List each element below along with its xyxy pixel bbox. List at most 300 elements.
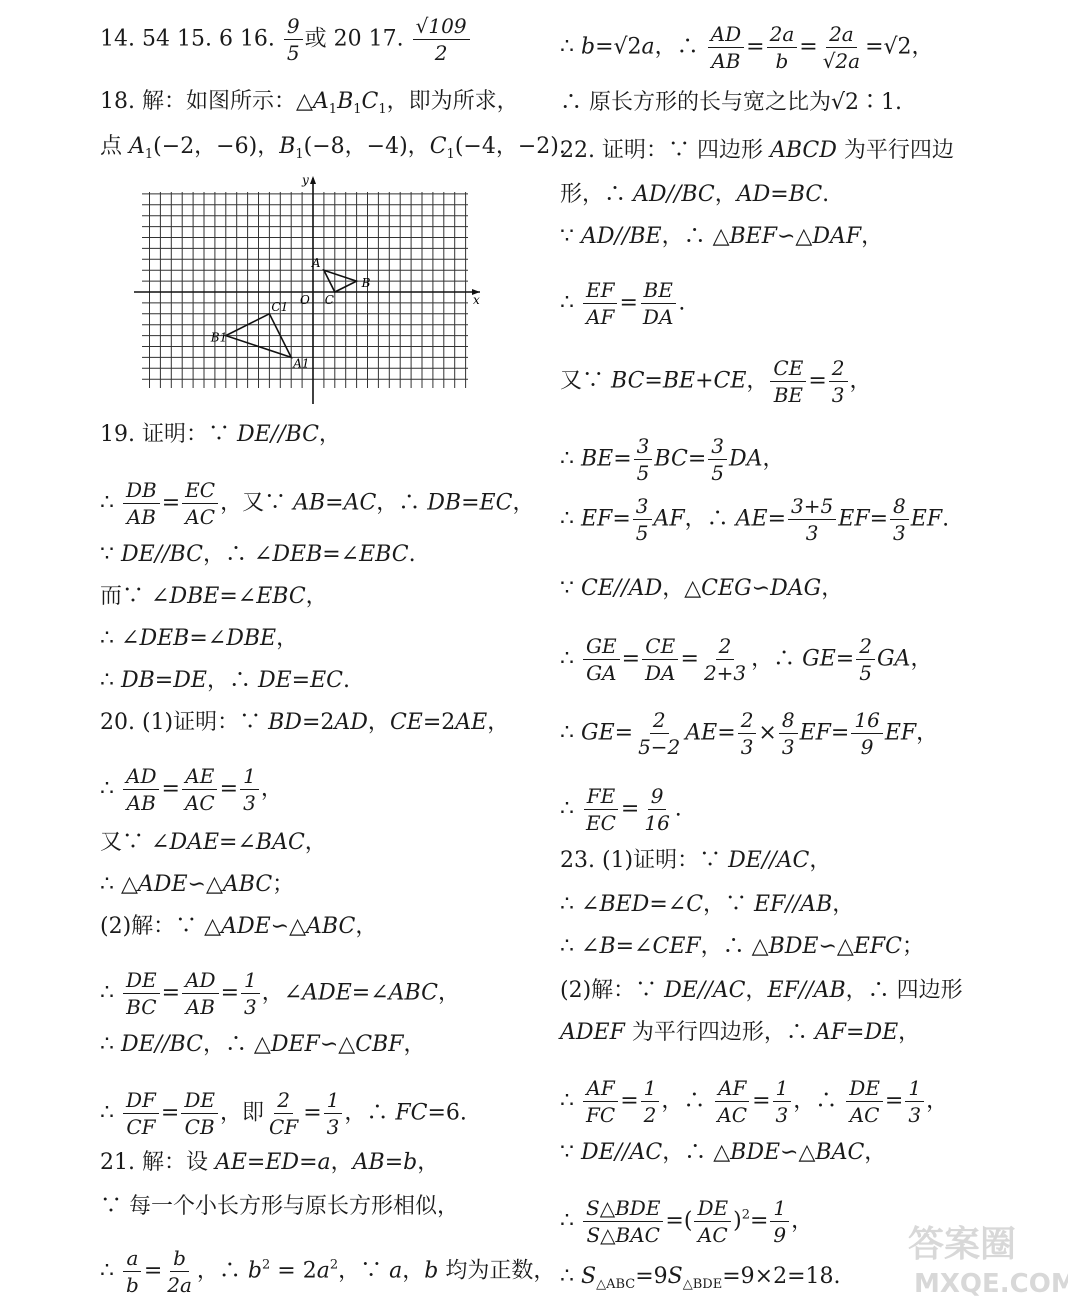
fraction-denominator: 2 [434, 41, 448, 65]
math-symbol: DAF [812, 224, 862, 249]
fraction-denominator: 5 [635, 521, 649, 545]
text-run: ， [305, 584, 328, 609]
math-symbol: EF [838, 506, 870, 532]
math-symbol: ADE [302, 980, 352, 1006]
math-symbol: EF [581, 506, 613, 532]
text-run: ，∴ [196, 1258, 248, 1284]
text-run: =∠ [219, 830, 256, 855]
text-run: ， [926, 1088, 949, 1114]
math-symbol: DB=DE [121, 668, 207, 693]
text-run: ， [260, 776, 283, 802]
text-run: = [717, 720, 736, 746]
text-run: = [143, 1258, 163, 1284]
math-symbol: S [581, 1264, 597, 1289]
math-symbol: FC [395, 1100, 428, 1126]
text-line-r13 [560, 784, 682, 835]
text-run: 为平行四边形，∴ [624, 1020, 815, 1045]
text-run: ， [330, 1150, 353, 1175]
text-run: =∠ [219, 584, 257, 609]
math-symbol: ABC [388, 980, 438, 1006]
math-symbol: BC [654, 446, 688, 472]
math-symbol: AE [735, 506, 768, 532]
text-run: ∴ [100, 776, 121, 802]
fraction [583, 1196, 663, 1247]
text-line-l17 [100, 1088, 467, 1139]
text-line-r17 [560, 976, 963, 1006]
text-run: ， [864, 1140, 887, 1165]
fraction-numerator: b [170, 1246, 189, 1272]
text-run: ，∵ [338, 1258, 390, 1284]
fraction [788, 494, 836, 545]
math-symbol: BEF [729, 224, 777, 249]
text-run: 或 20 17. [304, 26, 411, 52]
text-run: ∽△ [319, 1032, 356, 1057]
text-run: = [620, 1088, 639, 1114]
fraction-denominator: 16 [644, 811, 670, 835]
text-line-r1 [560, 22, 934, 73]
math-symbol: DE//AC [728, 848, 810, 873]
math-symbol: DE//BC [121, 542, 203, 567]
math-symbol: CEG [701, 576, 752, 601]
text-run: ， [403, 1032, 426, 1057]
math-symbol: EBC [359, 542, 409, 567]
text-run: ，∴ [751, 646, 803, 672]
math-symbol: b [247, 1258, 262, 1284]
math-symbol: CE//AD [581, 576, 663, 601]
fraction [182, 478, 218, 529]
vertex-label-B1: B1 [210, 330, 228, 345]
math-symbol: C [429, 134, 447, 159]
fraction [820, 22, 863, 73]
math-symbol: AD [334, 710, 368, 735]
fraction-denominator: 2+3 [703, 661, 747, 685]
math-symbol: ADE [221, 914, 271, 939]
text-run: = [161, 776, 180, 802]
text-run: 20. (1)证明：∵ [100, 710, 269, 735]
text-line-l2 [100, 87, 519, 125]
text-run: ，∴ △ [662, 1140, 731, 1165]
fraction-denominator: AB [126, 791, 156, 815]
text-run: =∠ [351, 980, 389, 1006]
math-symbol: CE [389, 710, 423, 735]
text-run: = [219, 776, 239, 802]
fraction-numerator: 1 [240, 764, 259, 790]
math-symbol: AE=ED=a [214, 1150, 331, 1175]
text-run: = [160, 1100, 180, 1126]
text-line-l19 [100, 1192, 459, 1222]
fraction [701, 634, 749, 685]
subscript: 1 [295, 147, 304, 162]
fraction [324, 1088, 343, 1139]
math-symbol: a [316, 1258, 330, 1284]
text-run: = [767, 506, 787, 532]
math-symbol: AD=BC [736, 182, 823, 207]
text-run: 21. 解：设 [100, 1150, 215, 1175]
superscript: 2 [262, 1257, 271, 1273]
text-run: ， [916, 720, 939, 746]
text-run: ， [746, 368, 769, 394]
text-run: =9 [635, 1264, 668, 1289]
text-run: × [758, 720, 777, 746]
math-symbol: BC=BE+CE [611, 368, 747, 394]
fraction-numerator: DE [694, 1196, 731, 1222]
fraction-denominator: CB [184, 1115, 215, 1139]
math-symbol: DBE [226, 626, 277, 651]
text-line-l7 [100, 582, 328, 612]
fraction [266, 1088, 301, 1139]
fraction [829, 356, 848, 407]
text-run: . [342, 668, 350, 693]
fraction [770, 1196, 789, 1247]
fraction-numerator: 2 [274, 1088, 293, 1114]
text-run: ∽△ [187, 872, 223, 897]
text-line-r18 [560, 1018, 920, 1048]
text-run: 14. 54 15. 6 16. [100, 26, 282, 52]
math-symbol: EF [799, 720, 831, 746]
text-run: ∴ [560, 1264, 581, 1289]
text-run: ∴ [560, 646, 581, 672]
fraction-numerator: 1 [324, 1088, 343, 1114]
text-run: . [942, 506, 950, 532]
text-run: ， [791, 1208, 814, 1234]
fraction-numerator: S△BDE [583, 1196, 663, 1222]
text-run: ∴ [100, 668, 121, 693]
fraction-denominator: 3 [781, 735, 795, 759]
subscript: △ABC [596, 1277, 636, 1292]
text-run: ∴ [560, 1208, 581, 1234]
text-line-l4 [100, 420, 341, 450]
math-symbol: AF=DE [814, 1020, 899, 1045]
text-run: ，∴ [661, 1088, 713, 1114]
text-run: ∴ [100, 1032, 121, 1057]
text-run: ∵ [560, 576, 581, 601]
fraction-denominator: 5 [711, 461, 724, 485]
text-run: ， [821, 576, 844, 601]
fraction-numerator: 9 [648, 784, 667, 810]
fraction-numerator: 1 [241, 968, 260, 994]
fraction [905, 1076, 924, 1127]
fraction-denominator: FC [586, 1103, 616, 1127]
text-line-l15 [100, 968, 460, 1019]
text-run: . [408, 542, 416, 567]
watermark-logo [898, 1214, 1068, 1298]
fraction [856, 634, 875, 685]
text-run: 而∵ ∠ [100, 584, 170, 609]
text-run: = [613, 446, 632, 472]
math-symbol: AB=AC [293, 490, 377, 516]
text-run: ， [898, 1020, 921, 1045]
fraction [779, 708, 798, 759]
fraction-numerator: 16 [851, 708, 882, 734]
text-line-r8 [560, 434, 785, 485]
text-run: ， [762, 446, 785, 472]
fraction-numerator: DF [123, 1088, 159, 1114]
math-symbol: AD//BE [581, 224, 662, 249]
fraction-denominator: EC [586, 811, 616, 835]
text-run: ∽ [751, 576, 771, 601]
text-run: (−2，−6)， [153, 134, 280, 159]
text-run: ， [849, 368, 872, 394]
text-run: (2)解：∵ [560, 978, 665, 1003]
text-run: ∵ [100, 542, 121, 567]
text-run: =∠ [322, 542, 360, 567]
math-symbol: CEF [652, 934, 701, 959]
math-symbol: AF [653, 506, 685, 532]
math-symbol: BE [581, 446, 614, 472]
text-run: = [830, 720, 850, 746]
math-symbol: ABC [306, 914, 356, 939]
math-symbol: AD//BC [633, 182, 715, 207]
fraction [773, 1076, 792, 1127]
text-line-r9 [560, 494, 949, 545]
text-run: ， [809, 848, 832, 873]
text-run: ， [745, 978, 768, 1003]
text-run: ， [487, 710, 510, 735]
text-line-l11 [100, 764, 283, 815]
fraction-denominator: 5−2 [638, 735, 681, 759]
fraction [767, 22, 798, 73]
math-symbol: DE=EC [257, 668, 343, 693]
text-line-l16 [100, 1030, 425, 1060]
fraction-denominator: AC [697, 1223, 728, 1247]
fraction [284, 14, 303, 65]
text-run: =( [665, 1208, 693, 1234]
text-run: ，∴ △ [661, 224, 730, 249]
math-symbol: DAG [770, 576, 822, 601]
watermark-url: MXQE.COM [914, 1269, 1068, 1298]
fraction [708, 434, 727, 485]
math-symbol: DAE [169, 830, 220, 855]
fraction [633, 494, 652, 545]
fraction-denominator: 5 [286, 41, 300, 65]
fraction-denominator: AC [717, 1103, 748, 1127]
fraction-denominator: √2a [822, 49, 861, 73]
fraction-denominator: 9 [860, 735, 874, 759]
fraction-denominator: 2 [643, 1103, 657, 1127]
fraction [641, 1076, 660, 1127]
math-symbol: S [667, 1264, 683, 1289]
text-run: ∽△ [777, 224, 813, 249]
fraction-denominator: S△BAC [586, 1223, 660, 1247]
fraction-numerator: AF [583, 1076, 617, 1102]
fraction-denominator: GA [586, 661, 617, 685]
math-symbol: C [686, 892, 704, 917]
math-symbol: GE [802, 646, 836, 672]
text-run: =∠ [649, 892, 687, 917]
math-symbol: EBC [256, 584, 306, 609]
fraction-denominator: AC [849, 1103, 880, 1127]
text-line-l14 [100, 912, 377, 942]
fraction [241, 968, 260, 1019]
text-line-r14 [560, 846, 831, 876]
fraction-numerator: 1 [905, 1076, 924, 1102]
text-line-r2 [560, 88, 902, 118]
y-axis-arrow [310, 176, 316, 184]
text-run: = [799, 34, 818, 60]
text-line-l9 [100, 666, 350, 696]
text-run: ∽△ [270, 914, 307, 939]
fraction-numerator: 1 [641, 1076, 660, 1102]
text-run: 点 [100, 134, 129, 159]
text-run: = [746, 34, 765, 60]
text-run: ∴ [100, 490, 121, 516]
text-run: =√2， [865, 34, 934, 60]
fraction-denominator: 3 [775, 1103, 789, 1127]
subscript: 1 [144, 147, 154, 162]
fraction [642, 634, 678, 685]
fraction-denominator: 5 [636, 461, 650, 485]
text-run: ∵ 每一个小长方形与原长方形相似， [100, 1194, 459, 1219]
fraction-numerator: AD [123, 764, 159, 790]
fraction-denominator: 2a [167, 1273, 192, 1297]
fraction-denominator: BC [126, 995, 157, 1019]
math-symbol: C [361, 89, 379, 114]
subscript: 1 [353, 102, 362, 117]
math-symbol: A [312, 89, 329, 114]
text-line-r5 [560, 222, 883, 252]
text-run: ∴ 原长方形的长与宽之比为√2∶1. [560, 90, 902, 115]
fraction-denominator: AF [586, 305, 615, 329]
text-run: 均为正数， [438, 1258, 556, 1284]
math-symbol: BDE [730, 1140, 781, 1165]
math-symbol: ADE [137, 872, 188, 897]
fraction-numerator: CE [642, 634, 678, 660]
fraction [123, 1246, 142, 1297]
text-run: ∽△ [818, 934, 854, 959]
fraction-numerator: DB [123, 478, 160, 504]
text-run: = [808, 368, 827, 394]
text-run: ) [733, 1208, 742, 1234]
text-run: (−4，−2). [454, 134, 566, 159]
vertex-label-A1: A1 [293, 356, 310, 371]
fraction-numerator: BE [641, 278, 676, 304]
text-run: (2)解：∵ △ [100, 914, 222, 939]
fraction [640, 278, 676, 329]
text-run: ∴ ∠ [560, 892, 600, 917]
fraction [182, 764, 218, 815]
text-run: ∽△ [780, 1140, 816, 1165]
fraction-numerator: GE [583, 634, 620, 660]
fraction [583, 784, 619, 835]
text-line-l6 [100, 540, 416, 570]
fraction [738, 708, 757, 759]
fraction [714, 1076, 750, 1127]
text-line-l8 [100, 624, 298, 654]
math-symbol: DEB [139, 626, 190, 651]
text-run: ，∴ △ [700, 934, 769, 959]
math-symbol: b [424, 1258, 439, 1284]
text-run: ， [367, 710, 390, 735]
text-run: = [680, 646, 699, 672]
text-run: ， [402, 1258, 425, 1284]
fraction [708, 22, 744, 73]
text-run: = [621, 646, 641, 672]
text-run: ∵ [560, 1140, 581, 1165]
vertex-label-A: A [311, 256, 321, 271]
vertex-label-C1: C1 [271, 299, 289, 314]
text-run: ， [318, 422, 341, 447]
fraction-numerator: 2 [650, 708, 669, 734]
text-run: ∴ [560, 290, 581, 316]
text-run: ，∴ [654, 34, 706, 60]
math-symbol: DE//BC [121, 1032, 203, 1057]
text-run: ； [272, 872, 295, 897]
fraction-numerator: 3 [708, 434, 727, 460]
text-run: ， [304, 830, 327, 855]
text-run: ∴ [560, 720, 581, 746]
text-line-r12 [560, 708, 938, 759]
math-symbol: DE//AC [664, 978, 746, 1003]
fraction-denominator: DA [645, 661, 676, 685]
vertex-label-B: B [361, 276, 371, 291]
vertex-label-C: C [324, 293, 334, 307]
fraction-numerator: 1 [773, 1076, 792, 1102]
text-run: = [835, 646, 855, 672]
text-line-l12 [100, 828, 327, 858]
math-symbol: BED [599, 892, 650, 917]
math-symbol: EF//AB [754, 892, 833, 917]
text-run: ∴ [100, 1258, 121, 1284]
text-run: 又∵ ∠ [100, 830, 170, 855]
fraction-denominator: AB [711, 49, 741, 73]
text-line-l5 [100, 478, 534, 529]
fraction-numerator: 9 [284, 14, 303, 40]
fraction-numerator: 3 [633, 494, 652, 520]
text-run: ，∴ [793, 1088, 845, 1114]
fraction-numerator: 2 [716, 634, 735, 660]
text-run: = [220, 980, 239, 1006]
fraction [413, 14, 470, 65]
subscript: 1 [446, 147, 455, 162]
fraction-numerator: 2a [767, 22, 798, 48]
superscript: 2 [329, 1257, 339, 1273]
fraction [851, 708, 882, 759]
text-line-r7 [560, 356, 872, 407]
text-line-l18 [100, 1148, 439, 1178]
text-run: ，∴ 四边形 [845, 978, 963, 1003]
text-line-r21 [560, 1196, 813, 1247]
fraction-numerator: 2a [826, 22, 857, 48]
math-symbol: BDE [768, 934, 819, 959]
text-line-r6 [560, 278, 685, 329]
math-symbol: BAC [815, 1140, 865, 1165]
math-symbol: DB=EC [427, 490, 513, 516]
text-run: ∴ [560, 506, 581, 532]
math-symbol: DEF [270, 1032, 320, 1057]
fraction [123, 1088, 159, 1139]
text-run: ； [901, 934, 924, 959]
text-line-r19 [560, 1076, 948, 1127]
fraction-numerator: AE [182, 764, 217, 790]
fraction-numerator: CE [770, 356, 806, 382]
text-run: ∴ [560, 796, 581, 822]
text-line-r3 [560, 136, 954, 166]
fraction-numerator: 1 [770, 1196, 789, 1222]
text-run: (−8，−4)， [303, 134, 430, 159]
text-run: ， [714, 182, 737, 207]
text-line-r20 [560, 1138, 886, 1168]
fraction-numerator: DE [846, 1076, 883, 1102]
text-run: ∴ △ [100, 872, 138, 897]
fraction-denominator: 3 [244, 995, 257, 1019]
text-run: =√2 [595, 34, 642, 60]
fraction [635, 708, 683, 759]
text-run: ，∴ ∠ [202, 542, 273, 567]
math-symbol: ADEF [560, 1020, 625, 1045]
subscript: 1 [328, 102, 338, 117]
text-run: ，∴ [376, 490, 428, 516]
fraction-numerator: 8 [890, 494, 909, 520]
